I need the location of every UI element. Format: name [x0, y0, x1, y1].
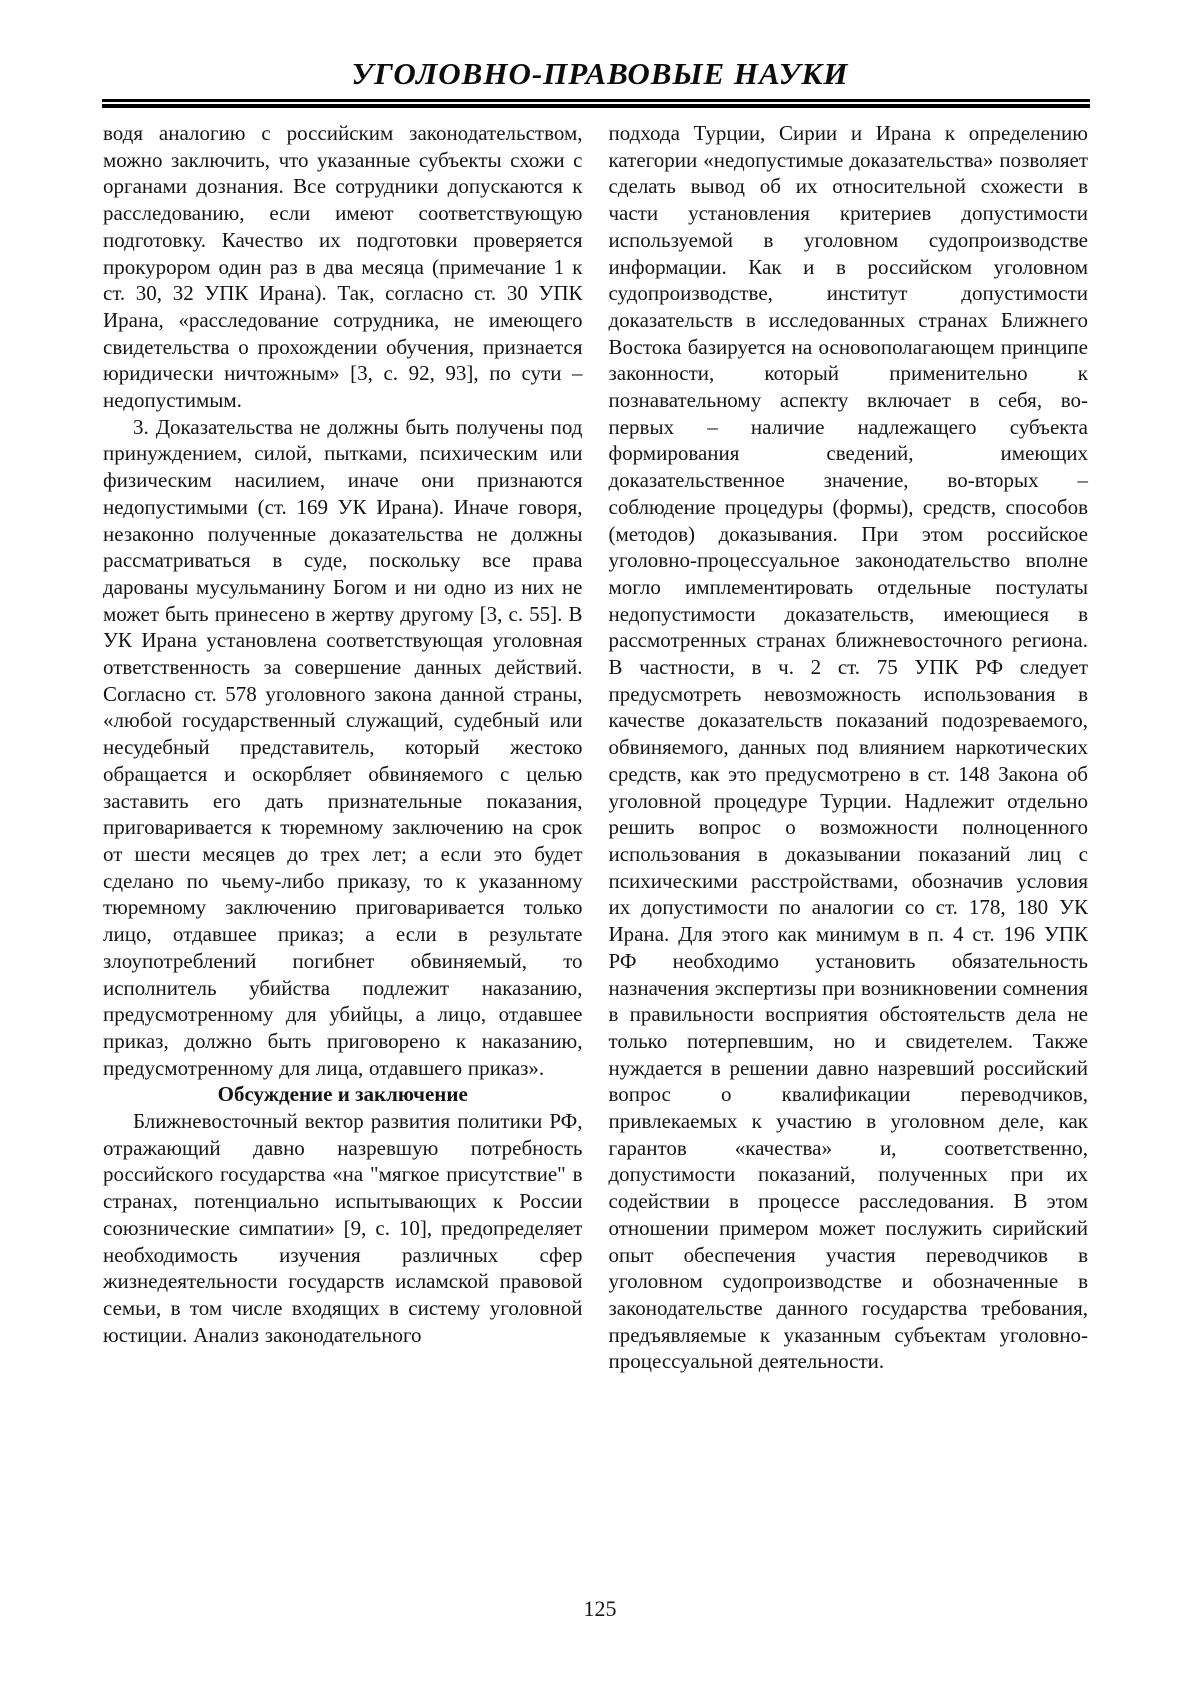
numbered-paragraph: 3. Доказательства не должны быть получены под принуждением, силой, пытками, психическим или физическим насилием, иначе они признаются недопустимыми (ст. 169 УК Ирана). Иначе говоря, незаконно полученные доказательства не должны рассматриваться в суде, поскольку все права дарованы мусульманину Богом и ни одно из них не может быть принесено в жертву другому [3, с. 55]. В УК Ирана установлена соответствующая уголовная ответственность за совершение данных действий. Согласно ст. 578 уголовного закона данной страны, «любой государственный служащий, судебный или несудебный представитель, который жестоко обращается и оскорбляет обвиняемого с целью заставить его дать признательные показания, приговаривается к тюремному заключению на срок от шести месяцев до трех лет; а если это будет сделано по чьему-либо приказу, то к указанному тюремному заключению приговаривается только лицо, отдавшее приказ; а если в результате злоупотреблений погибнет обвиняемый, то исполнитель убийства подлежит наказанию, предусмотренному для убийцы, а лицо, отдавшее приказ, должно быть приговорено к наказанию, предусмотренному для лица, отдавшего приказ». — [103, 414, 583, 1080]
left-column — [103, 120, 583, 1375]
article-columns — [0, 108, 1200, 1375]
page-number: 125 — [583, 1596, 617, 1621]
continuation-paragraph: подхода Турции, Сирии и Ирана к определению категории «недопустимые доказательства» позволяет сделать вывод об их относительной схожести в части установления критериев допустимости используемой в уголовном судопроизводстве информации. Как и в российском уголовном судопроизводстве, институт допустимости доказательств в исследованных странах Ближнего Востока базируется на основополагающем принципе законности, который применительно к познавательному аспекту включает в себя, во-первых – наличие надлежащего субъекта формирования сведений, имеющих доказательственное значение, во-вторых – соблюдение процедуры (формы), средств, способов (методов) доказывания. При этом российское уголовно-процессуальное законодательство вполне могло имплементировать отдельные постулаты недопустимости доказательств, имеющиеся в рассмотренных странах ближневосточного региона. В частности, в ч. 2 ст. 75 УПК РФ следует предусмотреть невозможность использования в качестве доказательств показаний подозреваемого, обвиняемого, данных под влиянием наркотических средств, как это предусмотрено в ст. 148 Закона об уголовной процедуре Турции. Надлежит отдельно решить вопрос о возможности полноценного использования в доказывании показаний лиц с психическими расстройствами, обозначив условия их допустимости по аналогии со ст. 178, 180 УК Ирана. Для этого как минимум в п. 4 ст. 196 УПК РФ необходимо установить обязательность назначения экспертизы при возникновении сомнения в правильности восприятия обстоятельств дела не только потерпевшим, но и свидетелем. Также нуждается в решении давно назревший российский вопрос о квалификации переводчиков, привлекаемых к участию в уголовном деле, как гарантов «качества» и, соответственно, допустимости показаний, полученных при их содействии в процессе расследования. В этом отношении примером может послужить сирийский опыт обеспечения участия переводчиков в уголовном судопроизводстве и обозначенные в законодательстве данного государства требования, предъявляемые к указанным субъектам уголовно-процессуальной деятельности. — [608, 121, 1088, 1374]
page-header — [0, 0, 1200, 108]
section-title: УГОЛОВНО-ПРАВОВЫЕ НАУКИ — [351, 56, 849, 91]
subsection-heading: Обсуждение и заключение — [217, 1082, 468, 1107]
page-footer — [0, 1596, 1200, 1622]
right-column — [609, 120, 1089, 1375]
continuation-paragraph: водя аналогию с российским законодательством, можно заключить, что указанные субъекты схожи с органами дознания. Все сотрудники допускаются к расследованию, если имеют соответствующую подготовку. Качество их подготовки проверяется прокурором один раз в два месяца (примечание 1 к ст. 30, 32 УПК Ирана). Так, согласно ст. 30 УПК Ирана, «расследование сотрудника, не имеющего свидетельства о прохождении обучения, признается юридически ничтожным» [3, с. 92, 93], по сути – недопустимым. — [103, 121, 583, 413]
header-double-rule — [102, 99, 1090, 108]
discussion-paragraph: Ближневосточный вектор развития политики РФ, отражающий давно назревшую потребность российского государства «на "мягкое присутствие" в странах, потенциально испытывающих к России союзнические симпатии» [9, с. 10], предопределяет необходимость изучения различных сфер жизнедеятельности государств исламской правовой семьи, в том числе входящих в систему уголовной юстиции. Анализ законодательного — [103, 1109, 583, 1347]
